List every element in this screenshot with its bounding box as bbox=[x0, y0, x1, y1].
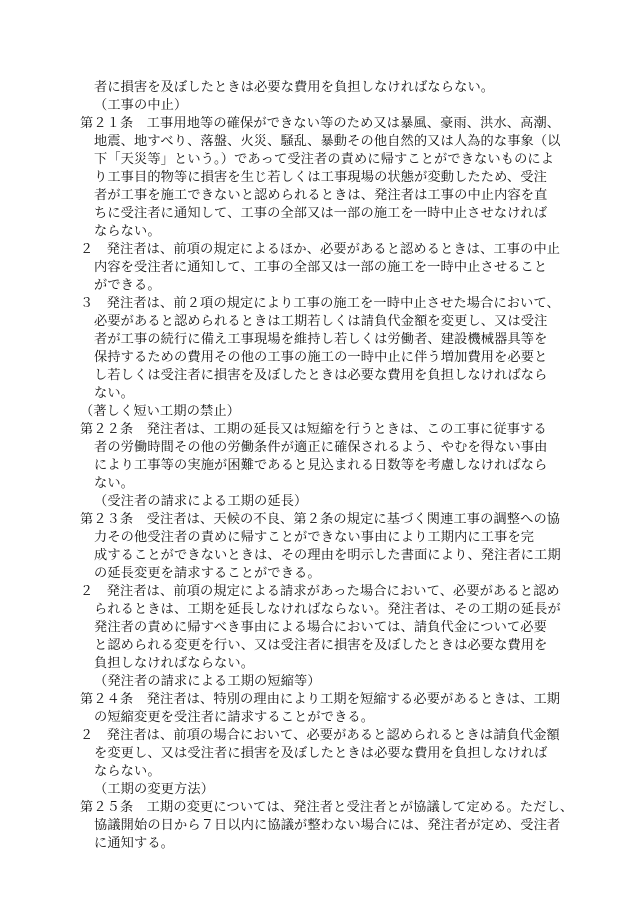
section-heading: （工期の変更方法） bbox=[94, 782, 215, 797]
text-line: ない。 bbox=[94, 386, 135, 401]
text-line: り工事目的物等に損害を生じ若しくは工事現場の状態が変動したため、受注 bbox=[94, 170, 547, 185]
section-heading: （著しく短い工期の禁止） bbox=[80, 404, 241, 419]
article-21-heading-line: 第２１条 工事用地等の確保ができない等のため又は暴風、豪雨、洪水、高潮、 bbox=[80, 116, 561, 131]
text-line: し若しくは受注者に損害を及ぼしたときは必要な費用を負担しなければなら bbox=[94, 368, 548, 383]
article-24-heading-line: 第２４条 発注者は、特別の理由により工期を短縮する必要があるときは、工期 bbox=[80, 692, 561, 707]
text-line: 発注者の責めに帰すべき事由による場合においては、請負代金について必要 bbox=[94, 620, 547, 635]
text-line: 者の労働時間その他の労働条件が適正に確保されるよう、やむを得ない事由 bbox=[94, 440, 548, 455]
text-line: 地震、地すべり、落盤、火災、騒乱、暴動その他自然的又は人為的な事象（以 bbox=[94, 134, 561, 149]
paragraph-2-line: ２ 発注者は、前項の規定によるほか、必要があると認めるときは、工事の中止 bbox=[80, 242, 561, 257]
text-line: の短縮変更を受注者に請求することができる。 bbox=[94, 710, 375, 725]
text-line: 内容を受注者に通知して、工事の全部又は一部の施工を一時中止させること bbox=[94, 260, 548, 275]
text-line: と認められる変更を行い、又は受注者に損害を及ぼしたときは必要な費用を bbox=[94, 638, 548, 653]
text-line: ない。 bbox=[94, 476, 135, 491]
text-line: 力その他受注者の責めに帰すことができない事由により工期内に工事を完 bbox=[94, 530, 535, 545]
article-25-heading-line: 第２５条 工期の変更については、発注者と受注者とが協議して定める。ただし、 bbox=[80, 800, 574, 815]
text-line: 下「天災等」という。）であって受注者の責めに帰すことができないものによ bbox=[94, 152, 555, 167]
text-line: ができる。 bbox=[94, 278, 161, 293]
paragraph-2-line: ２ 発注者は、前項の場合において、必要があると認められるときは請負代金額 bbox=[80, 728, 560, 743]
section-heading: （受注者の請求による工期の延長） bbox=[94, 494, 308, 509]
text-line: 成することができないときは、その理由を明示した書面により、発注者に工期 bbox=[94, 548, 561, 563]
paragraph-3-line: ３ 発注者は、前２項の規定により工事の施工を一時中止させた場合において、 bbox=[80, 296, 560, 311]
text-line: 保持するための費用その他の工事の施工の一時中止に伴う増加費用を必要と bbox=[94, 350, 548, 365]
text-line: 負担しなければならない。 bbox=[94, 656, 255, 671]
text-line: を変更し、又は受注者に損害を及ぼしたときは必要な費用を負担しなければ bbox=[94, 746, 548, 761]
article-22-heading-line: 第２２条 発注者は、工期の延長又は短縮を行うときは、この工事に従事する bbox=[80, 422, 547, 437]
text-line: ならない。 bbox=[94, 764, 161, 779]
text-line: 者に損害を及ぼしたときは必要な費用を負担しなければならない。 bbox=[94, 80, 495, 95]
section-heading: （工事の中止） bbox=[94, 98, 188, 113]
article-23-heading-line: 第２３条 受注者は、天候の不良、第２条の規定に基づく関連工事の調整への協 bbox=[80, 512, 561, 527]
text-line: により工事等の実施が困難であると見込まれる日数等を考慮しなければなら bbox=[94, 458, 548, 473]
text-line: ちに受注者に通知して、工事の全部又は一部の施工を一時中止させなければ bbox=[94, 206, 548, 221]
paragraph-2-line: ２ 発注者は、前項の規定による請求があった場合において、必要があると認め bbox=[80, 584, 560, 599]
text-line: 必要があると認められるときは工期若しくは請負代金額を変更し、又は受注 bbox=[94, 314, 548, 329]
text-line: られるときは、工期を延長しなければならない。発注者は、その工期の延長が bbox=[94, 602, 561, 617]
text-line: の延長変更を請求することができる。 bbox=[94, 566, 321, 581]
text-line: ならない。 bbox=[94, 224, 161, 239]
text-line: 者が工事の続行に備え工事現場を維持し若しくは労働者、建設機械器具等を bbox=[94, 332, 548, 347]
text-line: 者が工事を施工できないと認められるときは、発注者は工事の中止内容を直 bbox=[94, 188, 548, 203]
section-heading: （発注者の請求による工期の短縮等） bbox=[94, 674, 321, 689]
text-line: 協議開始の日から７日以内に協議が整わない場合には、発注者が定め、受注者 bbox=[94, 818, 561, 833]
text-line: に通知する。 bbox=[94, 836, 175, 851]
